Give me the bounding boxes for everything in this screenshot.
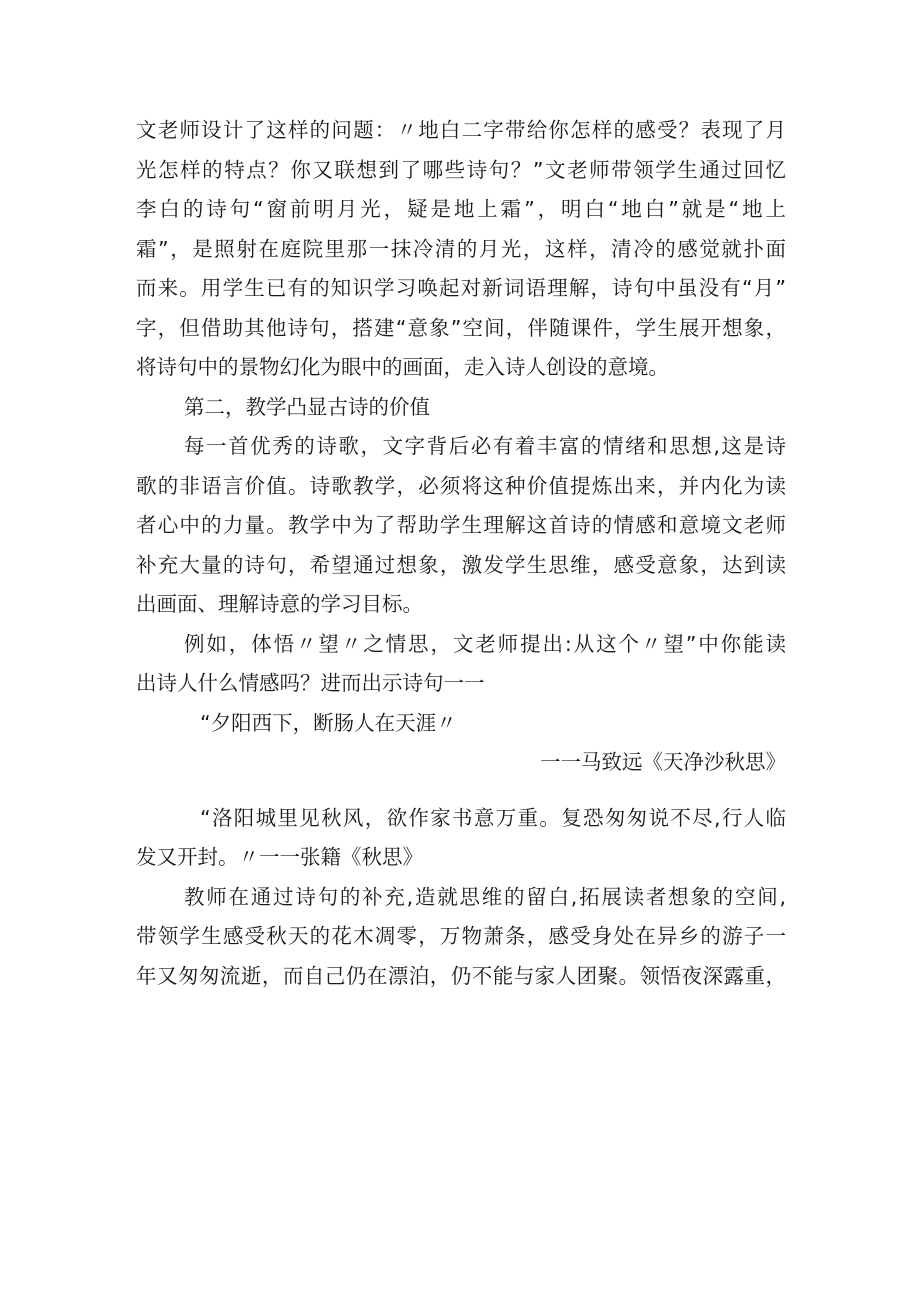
text-line: 年又匆匆流逝，而自己仍在漂泊，仍不能与家人团聚。领悟夜深露重，	[136, 963, 786, 988]
section-heading: 第二，教学凸显古诗的价值	[184, 394, 430, 419]
poem-quote-block	[136, 799, 786, 878]
text-line: 歌的非语言价值。诗歌教学，必须将这种价值提炼出来，并内化为读	[136, 473, 786, 498]
poem-quote: “夕阳西下，断肠人在天涯〃	[200, 710, 457, 735]
text-line: 文老师设计了这样的问题：〃地白二字带给你怎样的感受？表现了月	[136, 118, 786, 142]
paragraph	[136, 625, 786, 704]
text-line: 例如，体悟〃望〃之情思，文老师提出:从这个〃望”中你能读	[184, 631, 786, 656]
text-line: 霜”，是照射在庭院里那一抹冷清的月光，这样，清冷的感觉就扑面	[136, 236, 786, 261]
text-line: 补充大量的诗句，希望通过想象，激发学生思维，感受意象，达到读	[136, 552, 786, 577]
text-line: 而来。用学生已有的知识学习唤起对新词语理解，诗句中虽没有“月”	[136, 276, 786, 300]
text-line: 者心中的力量。教学中为了帮助学生理解这首诗的情感和意境文老师	[136, 513, 786, 537]
text-line: “洛阳城里见秋风，欲作家书意万重。复恐匆匆说不尽,行人临	[200, 805, 786, 830]
paragraph	[136, 427, 786, 625]
text-line: 将诗句中的景物幻化为眼中的画面，走入诗人创设的意境。	[136, 355, 669, 379]
paragraph	[136, 878, 786, 997]
paragraph	[136, 111, 786, 388]
text-line: 每一首优秀的诗歌，文字背后必有着丰富的情绪和思想,这是诗	[184, 434, 786, 458]
document-body	[136, 111, 786, 996]
text-line: 光怎样的特点？你又联想到了哪些诗句？”文老师带领学生通过回忆	[136, 157, 786, 182]
text-line: 出诗人什么情感吗？进而出示诗句一一	[136, 671, 485, 695]
text-line: 发又开封。〃一一张籍《秋思》	[136, 845, 423, 869]
text-line: 李白的诗句“窗前明月光，疑是地上霜”，明白“地白”就是“地上	[136, 197, 786, 221]
text-line: 字，但借助其他诗句，搭建“意象”空间，伴随课件，学生展开想象，	[136, 315, 786, 340]
text-line: 带领学生感受秋天的花木凋零，万物萧条，感受身处在异乡的游子一	[136, 924, 786, 948]
poem-source: 一一马致远《天净沙秋思》	[540, 750, 786, 774]
text-line: 教师在通过诗句的补充,造就思维的留白,拓展读者想象的空间,	[184, 884, 786, 909]
text-line: 出画面、理解诗意的学习目标。	[136, 592, 423, 616]
